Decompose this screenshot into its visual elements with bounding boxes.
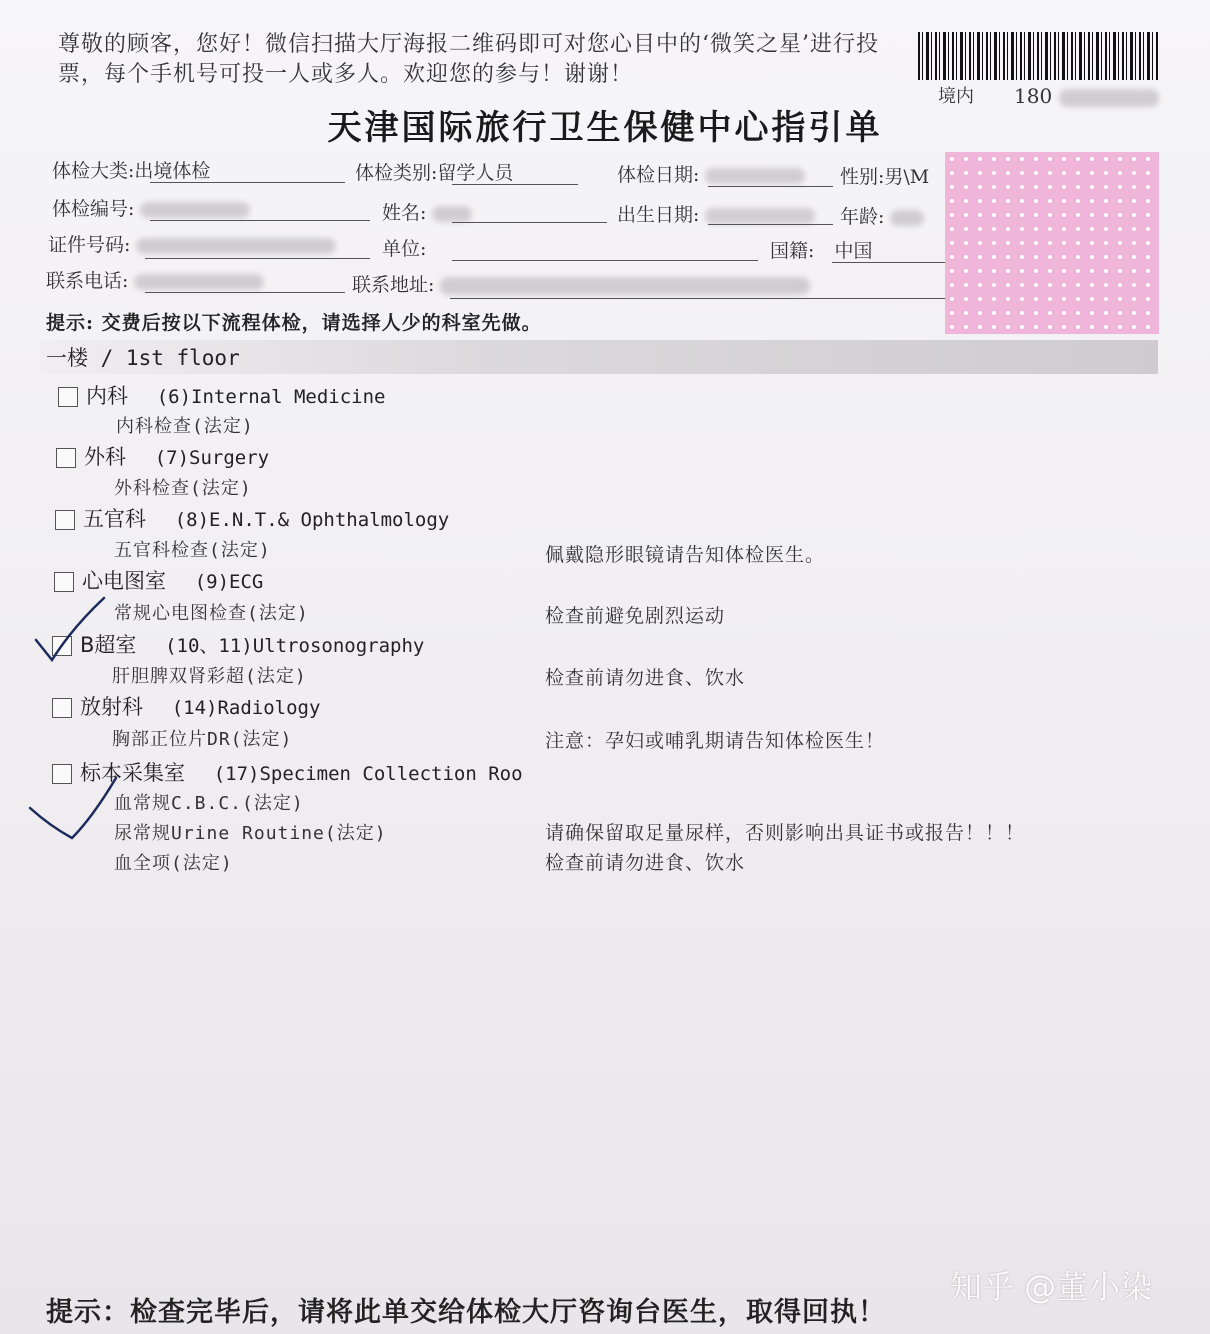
- exam-item: 外科检查(法定): [114, 478, 252, 499]
- field-label: 国籍:: [770, 240, 815, 262]
- field-label: 性别:: [840, 166, 885, 188]
- vote-notice: 尊敬的顾客，您好！微信扫描大厅海报二维码即可对您心目中的‘微笑之星’进行投票，每个手机号可投一人或多人。欢迎您的参与！谢谢！: [58, 32, 879, 87]
- field-label: 体检日期:: [617, 164, 700, 186]
- exam-note: 检查前请勿进食、饮水: [545, 852, 746, 874]
- process-tip: 提示: 交费后按以下流程体检，请选择人少的科室先做。: [46, 312, 542, 334]
- field-label: 联系电话:: [46, 270, 129, 292]
- field-value: 中国: [834, 240, 873, 262]
- dept-english: (9)ECG: [194, 571, 264, 593]
- dept-name: 放射科: [80, 695, 143, 719]
- dept-english: (14)Radiology: [171, 697, 321, 719]
- exam-note: 检查前请勿进食、饮水: [545, 667, 746, 689]
- dept-english: (7)Surgery: [154, 447, 270, 469]
- exam-item: 血常规C.B.C.(法定): [114, 793, 304, 814]
- exam-note: 注意：孕妇或哺乳期请告知体检医生！: [545, 730, 886, 752]
- exam-item: 血全项(法定): [114, 853, 233, 874]
- dept-name: B超室: [80, 633, 137, 657]
- check-mark-ultrasound: [36, 598, 104, 660]
- exam-note: 检查前避免剧烈运动: [545, 605, 726, 627]
- dept-name: 标本采集室: [80, 761, 185, 785]
- field-value: 男\M: [884, 166, 930, 188]
- exam-item: 肝胆脾双肾彩超(法定): [112, 666, 307, 687]
- dept-name: 外科: [84, 445, 126, 469]
- floor-label: 一楼 / 1st floor: [46, 346, 240, 370]
- exam-item: 内科检查(法定): [116, 416, 254, 437]
- footer-tip: 提示：检查完毕后，请将此单交给体检大厅咨询台医生，取得回执！: [46, 1297, 886, 1328]
- dept-name: 心电图室: [82, 569, 166, 593]
- field-label: 单位:: [382, 238, 427, 260]
- barcode-number-text: 180: [1014, 84, 1053, 108]
- exam-item: 胸部正位片DR(法定): [112, 729, 293, 750]
- field-label: 联系地址:: [352, 274, 435, 296]
- watermark: 知乎 @董小染: [950, 1268, 1153, 1306]
- field-label: 姓名:: [382, 202, 427, 224]
- dept-english: (10、11)Ultrosonography: [165, 635, 425, 657]
- field-value: 留学人员: [437, 162, 514, 184]
- field-label: 年龄:: [840, 206, 885, 228]
- field-label: 证件号码:: [48, 234, 131, 256]
- dept-english: (8)E.N.T.& Ophthalmology: [174, 509, 450, 531]
- field-label: 出生日期:: [617, 204, 700, 226]
- field-value: 出境体检: [134, 160, 211, 182]
- exam-note: 佩戴隐形眼镜请告知体检医生。: [545, 544, 826, 566]
- exam-item: 尿常规Urine Routine(法定): [114, 823, 387, 844]
- check-mark-specimen: [30, 778, 116, 838]
- dept-name: 内科: [86, 384, 128, 408]
- field-label: 体检编号:: [52, 198, 135, 220]
- exam-item: 常规心电图检查(法定): [114, 603, 309, 624]
- barcode-tag: 境内: [938, 86, 974, 107]
- exam-note: 请确保留取足量尿样，否则影响出具证书或报告！！！: [545, 822, 1026, 844]
- field-label: 体检大类:: [52, 160, 135, 182]
- page-title: 天津国际旅行卫生保健中心指引单: [327, 108, 883, 148]
- dept-english: (6)Internal Medicine: [156, 386, 386, 408]
- exam-item: 五官科检查(法定): [114, 540, 271, 561]
- dept-english: (17)Specimen Collection Roo: [213, 763, 523, 785]
- dept-name: 五官科: [83, 507, 146, 531]
- field-label: 体检类别:: [355, 162, 438, 184]
